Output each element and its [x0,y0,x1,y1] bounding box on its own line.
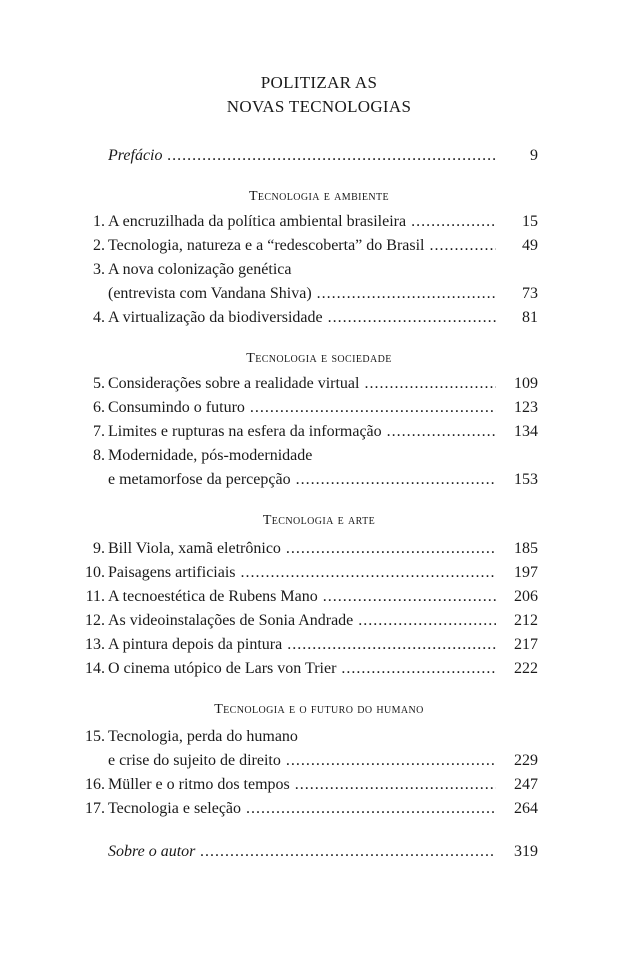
book-title-line1: POLITIZAR AS [260,73,378,92]
toc-entry [72,658,538,680]
toc-entry-number: 14. [85,660,105,677]
toc-entry [72,798,538,820]
toc-entry-title: Modernidade, pós-modernidade [108,447,313,464]
toc-entry-prefacio [72,145,538,167]
section-heading: Tecnologia e o futuro do humano [214,702,424,717]
toc-entry-number: 13. [85,636,105,653]
toc-entry-number: 11. [85,588,105,605]
toc-entry [72,235,538,257]
toc-entry-title: As videoinstalações de Sonia Andrade ..... [108,610,496,632]
toc-entry-page: 109 [514,375,538,392]
toc-entry-page: 264 [514,800,538,817]
toc-entry-title: Tecnologia, perda do humano [108,728,298,745]
toc-entry-title: Consumindo o futuro ..... [108,397,496,419]
section-heading: Tecnologia e ambiente [248,189,390,204]
toc-entry [72,445,538,467]
toc-entry-number: 15. [85,728,105,745]
toc-entry-page: 185 [514,540,538,557]
toc-entry-title: A encruzilhada da política ambiental brasileira ..... [108,211,496,233]
toc-entry-title: Tecnologia, natureza e a “redescoberta” do Brasil ..... [108,235,496,257]
toc-entry [72,259,538,281]
toc-entry-title: Müller e o ritmo dos tempos ..... [108,774,496,796]
toc-entry [72,373,538,395]
section-heading: Tecnologia e arte [262,513,376,528]
toc-entry-continuation [72,283,538,305]
toc-entry-page: 222 [514,660,538,677]
toc-entry-title: A pintura depois da pintura ..... [108,634,496,656]
toc-entry-title: A tecnoestética de Rubens Mano ..... [108,586,496,608]
toc-entry-number: 16. [85,776,105,793]
toc-entry-title: Prefácio ..... [108,145,496,167]
toc-entry-page: 9 [530,147,538,164]
toc-entry-title: A virtualização da biodiversidade ..... [108,307,496,329]
toc-entry-page: 197 [514,564,538,581]
toc-entry [72,562,538,584]
toc-entry-number: 17. [85,800,105,817]
toc-entry-continuation [72,750,538,772]
section-heading: Tecnologia e sociedade [246,351,392,366]
toc-entry [72,610,538,632]
toc-entry-page: 217 [514,636,538,653]
toc-entry-number: 10. [85,564,105,581]
toc-entry-page: 206 [514,588,538,605]
toc-entry-page: 73 [522,285,538,302]
toc-entry [72,421,538,443]
toc-entry-title: Considerações sobre a realidade virtual ..... [108,373,496,395]
toc-entry-page: 123 [514,399,538,416]
toc-entry-page: 319 [514,843,538,860]
toc-entry-page: 134 [514,423,538,440]
toc-entry-title: Paisagens artificiais ..... [108,562,496,584]
toc-entry-sobre-o-autor [72,841,538,863]
toc-entry-title: e crise do sujeito de direito ..... [108,750,496,772]
toc-entry-continuation [72,469,538,491]
toc-entry [72,397,538,419]
toc-entry-page: 212 [514,612,538,629]
toc-entry-title: (entrevista com Vandana Shiva) ..... [108,283,496,305]
toc-entry-page: 49 [522,237,538,254]
toc-entry-title: Bill Viola, xamã eletrônico ..... [108,538,496,560]
toc-entry-page: 81 [522,309,538,326]
toc-entry-number: 9. [93,540,105,557]
toc-entry-page: 229 [514,752,538,769]
toc-entry [72,634,538,656]
toc-entry-title: O cinema utópico de Lars von Trier ..... [108,658,496,680]
toc-entry-number: 5. [93,375,105,392]
toc-entry [72,726,538,748]
toc-entry-number: 8. [93,447,105,464]
toc-entry-title: Sobre o autor ..... [108,841,496,863]
toc-entry-title: e metamorfose da percepção ..... [108,469,496,491]
toc-entry-number: 12. [85,612,105,629]
toc-entry-page: 153 [514,471,538,488]
toc-entry-title: Limites e rupturas na esfera da informação ..... [108,421,496,443]
toc-entry-number: 7. [93,423,105,440]
toc-entry [72,538,538,560]
toc-entry-number: 6. [93,399,105,416]
toc-entry-page: 15 [522,213,538,230]
toc-entry [72,774,538,796]
toc-entry-page: 247 [514,776,538,793]
toc-entry-number: 4. [93,309,105,326]
toc-entry [72,307,538,329]
toc-entry-title: Tecnologia e seleção ..... [108,798,496,820]
toc-entry-number: 3. [93,261,105,278]
toc-entry [72,586,538,608]
book-title-line2: NOVAS TECNOLOGIAS [226,97,412,116]
toc-entry-number: 1. [93,213,105,230]
toc-entry-title: A nova colonização genética [108,261,292,278]
toc-entry-number: 2. [93,237,105,254]
toc-entry [72,211,538,233]
